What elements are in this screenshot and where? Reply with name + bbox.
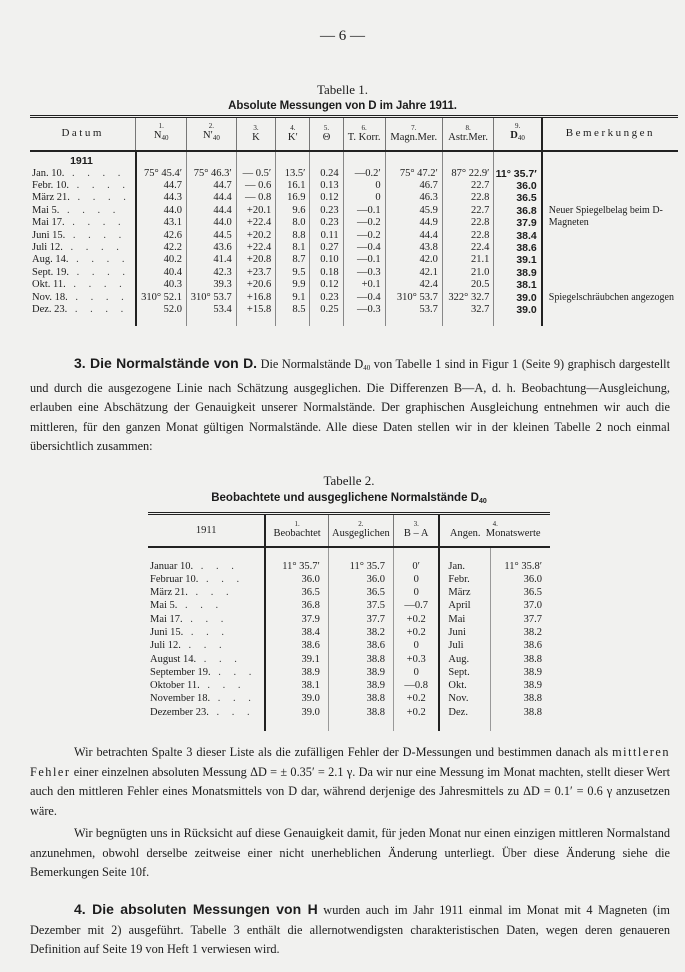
cell-theta: 0.23: [310, 292, 343, 304]
cell-datum: Dezember 23. . . .: [150, 706, 255, 718]
cell-kp: 8.7: [276, 254, 310, 266]
cell-kp: 9.1: [276, 292, 310, 304]
cell-magn: 42.0: [385, 254, 442, 266]
cell-datum: Mai 5. . . . .: [32, 204, 121, 216]
cell-bemerkungen: [542, 267, 678, 279]
cell-month: Okt.: [439, 679, 490, 692]
cell-bemerkungen: Spiegelschräubchen angezogen: [542, 292, 678, 317]
cell-kp: 9.5: [276, 267, 310, 279]
cell-astr: 32.7: [442, 304, 494, 316]
cell-bemerkungen: [542, 254, 678, 266]
cell-datum: Mai 17. . . . .: [32, 217, 126, 229]
table2-row: [148, 599, 550, 612]
cell-k: +15.8: [236, 304, 275, 316]
cell-astr: 22.7: [442, 180, 494, 192]
cell-ausg: 11° 35.7: [328, 560, 393, 573]
cell-n40p: 44.4: [187, 205, 237, 217]
cell-datum: Okt. 11. . . . .: [32, 279, 127, 291]
cell-d40: 36.0: [494, 180, 542, 192]
cell-datum: Febr. 10. . . . .: [32, 179, 131, 191]
cell-n40: 40.3: [136, 279, 187, 291]
cell-k: +23.7: [236, 267, 275, 279]
cell-n40p: 43.6: [187, 242, 237, 254]
cell-astr: 22.8: [442, 230, 494, 242]
cell-month: Juni: [439, 626, 490, 639]
cell-datum: Juli 12. . . . .: [32, 241, 124, 253]
cell-kp: 8.0: [276, 217, 310, 229]
cell-kp: 9.9: [276, 279, 310, 291]
cell-ausg: 38.9: [328, 679, 393, 692]
cell-value: 11° 35.8′: [490, 560, 550, 573]
cell-beob: 38.9: [265, 666, 328, 679]
table2-row: [148, 613, 550, 626]
cell-ba: +0.3: [393, 653, 439, 666]
cell-month: März: [439, 586, 490, 599]
cell-ba: 0: [393, 639, 439, 652]
cell-theta: 0.12: [310, 279, 343, 291]
cell-value: 36.0: [490, 573, 550, 586]
cell-d40: 39.1: [494, 254, 542, 266]
cell-ausg: 38.8: [328, 653, 393, 666]
cell-tkorr: +0.1: [343, 279, 385, 291]
col-ausgeglichen: 2. Ausgeglichen: [328, 514, 393, 547]
cell-tkorr: 0: [343, 180, 385, 192]
table1-row: [30, 168, 678, 180]
cell-month: Nov.: [439, 692, 490, 705]
cell-k: — 0.8: [236, 192, 275, 204]
cell-ba: +0.2: [393, 706, 439, 719]
col-astr-mer: 8. Astr.Mer.: [442, 117, 494, 151]
table1-row: [30, 292, 678, 304]
cell-datum: Aug. 14. . . . .: [32, 254, 130, 266]
cell-n40: 44.7: [136, 180, 187, 192]
cell-ausg: 36.0: [328, 573, 393, 586]
cell-d40: 39.0: [494, 292, 542, 304]
cell-d40: 38.6: [494, 242, 542, 254]
cell-ba: +0.2: [393, 613, 439, 626]
cell-n40: 40.4: [136, 267, 187, 279]
cell-value: 38.8: [490, 692, 550, 705]
cell-ba: +0.2: [393, 626, 439, 639]
cell-ba: 0′: [393, 560, 439, 573]
cell-k: +20.8: [236, 254, 275, 266]
cell-n40: 40.2: [136, 254, 187, 266]
cell-bemerkungen: [542, 279, 678, 291]
table1-row: [30, 267, 678, 279]
cell-theta: 0.11: [310, 230, 343, 242]
cell-ausg: 38.8: [328, 692, 393, 705]
cell-month: Febr.: [439, 573, 490, 586]
cell-datum: Februar 10. . . .: [150, 573, 245, 585]
cell-ausg: 38.2: [328, 626, 393, 639]
cell-magn: 43.8: [385, 242, 442, 254]
cell-theta: 0.12: [310, 192, 343, 204]
cell-tkorr: —0.4: [343, 292, 385, 304]
cell-beob: 39.0: [265, 692, 328, 705]
cell-k: +20.1: [236, 205, 275, 217]
cell-astr: 87° 22.9′: [442, 168, 494, 180]
table2-row: [148, 666, 550, 679]
cell-datum: Juli 12. . . .: [150, 640, 227, 652]
cell-magn: 42.4: [385, 279, 442, 291]
col-k-prime: 4. K′: [276, 117, 310, 151]
cell-datum: Dez. 23. . . . .: [32, 303, 129, 315]
cell-astr: 20.5: [442, 279, 494, 291]
cell-n40p: 310° 53.7: [187, 292, 237, 304]
col-bemerkungen: Bemerkungen: [542, 117, 678, 151]
cell-value: 38.6: [490, 639, 550, 652]
col-magn-mer: 7. Magn.Mer.: [385, 117, 442, 151]
cell-theta: 0.24: [310, 168, 343, 180]
cell-value: 38.8: [490, 706, 550, 719]
cell-n40p: 44.0: [187, 217, 237, 229]
cell-tkorr: —0.4: [343, 242, 385, 254]
col-monatswerte: 4. Angen. Monatswerte: [439, 514, 550, 547]
cell-beob: 38.6: [265, 639, 328, 652]
cell-value: 36.5: [490, 586, 550, 599]
cell-beob: 37.9: [265, 613, 328, 626]
page-number: — 6 —: [320, 28, 365, 44]
table2: [148, 512, 550, 731]
cell-month: Juli: [439, 639, 490, 652]
cell-datum: Oktober 11. . . .: [150, 680, 246, 692]
table1-row: [30, 242, 678, 254]
table1-row: [30, 254, 678, 266]
table2-title: Beobachtete und ausgeglichene Normalstände $D_{40}$: [211, 492, 487, 505]
cell-tkorr: —0.1: [343, 254, 385, 266]
table2-row: [148, 679, 550, 692]
cell-n40: 310° 52.1: [136, 292, 187, 304]
cell-ba: —0.7: [393, 599, 439, 612]
cell-beob: 38.1: [265, 679, 328, 692]
cell-n40p: 44.5: [187, 230, 237, 242]
cell-theta: 0.10: [310, 254, 343, 266]
table2-row: [148, 573, 550, 586]
table2-row: [148, 653, 550, 666]
cell-n40p: 42.3: [187, 267, 237, 279]
cell-n40: 44.0: [136, 205, 187, 217]
table2-row: [148, 706, 550, 719]
cell-magn: 75° 47.2′: [385, 168, 442, 180]
cell-beob: 36.5: [265, 586, 328, 599]
cell-n40p: 41.4: [187, 254, 237, 266]
cell-astr: 322° 32.7: [442, 292, 494, 304]
table1-row: [30, 180, 678, 192]
table1-header-row: [30, 117, 678, 151]
cell-d40: 36.5: [494, 192, 542, 204]
cell-n40p: 44.4: [187, 192, 237, 204]
cell-theta: 0.23: [310, 217, 343, 229]
col-tkorr: 6. T. Korr.: [343, 117, 385, 151]
cell-astr: 22.8: [442, 192, 494, 204]
cell-ausg: 38.8: [328, 706, 393, 719]
cell-theta: 0.18: [310, 267, 343, 279]
cell-ausg: 38.9: [328, 666, 393, 679]
cell-month: Sept.: [439, 666, 490, 679]
cell-tkorr: —0.2: [343, 217, 385, 229]
cell-bemerkungen: Neuer Spiegelbelag beim D-Magneten: [542, 205, 678, 230]
cell-n40p: 44.7: [187, 180, 237, 192]
cell-theta: 0.23: [310, 205, 343, 217]
cell-kp: 8.1: [276, 242, 310, 254]
cell-k: +22.4: [236, 242, 275, 254]
table1-row: [30, 230, 678, 242]
cell-beob: 36.0: [265, 573, 328, 586]
table2-row: [148, 692, 550, 705]
cell-n40: 52.0: [136, 304, 187, 316]
cell-magn: 42.1: [385, 267, 442, 279]
table2-header-row: [148, 514, 550, 547]
table1-caption: Tabelle 1.: [316, 82, 369, 97]
cell-kp: 16.9: [276, 192, 310, 204]
cell-datum: März 21. . . .: [150, 587, 234, 599]
cell-tkorr: —0.1: [343, 205, 385, 217]
cell-beob: 36.8: [265, 599, 328, 612]
cell-ba: +0.2: [393, 692, 439, 705]
cell-n40: 42.6: [136, 230, 187, 242]
cell-datum: Sept. 19. . . . .: [32, 266, 131, 278]
table1-row: [30, 205, 678, 217]
cell-d40: 11° 35.7′: [494, 168, 542, 180]
table1-row: [30, 279, 678, 291]
col-k: 3. K: [236, 117, 275, 151]
col-n40-prime: 2. $N'_{40}$: [187, 117, 237, 151]
cell-d40: 38.4: [494, 230, 542, 242]
cell-value: 37.7: [490, 613, 550, 626]
cell-ba: 0: [393, 586, 439, 599]
year-row: [30, 151, 678, 168]
cell-magn: 44.4: [385, 230, 442, 242]
cell-value: 38.9: [490, 666, 550, 679]
cell-n40p: 53.4: [187, 304, 237, 316]
section4-heading: 4. Die absoluten Messungen von H: [74, 901, 318, 917]
table2-row: [148, 560, 550, 573]
cell-datum: Jan. 10. . . . .: [32, 167, 126, 179]
cell-ba: —0.8: [393, 679, 439, 692]
table2-caption: Tabelle 2.: [323, 473, 375, 488]
cell-d40: 38.9: [494, 267, 542, 279]
cell-ausg: 38.6: [328, 639, 393, 652]
cell-datum: September 19. . . .: [150, 666, 257, 678]
cell-datum: August 14. . . .: [150, 653, 242, 665]
cell-value: 38.2: [490, 626, 550, 639]
cell-magn: 45.9: [385, 205, 442, 217]
cell-value: 37.0: [490, 599, 550, 612]
cell-astr: 21.0: [442, 267, 494, 279]
col-theta: 5. Θ: [310, 117, 343, 151]
cell-ba: 0: [393, 573, 439, 586]
cell-n40: 43.1: [136, 217, 187, 229]
col-datum: Datum: [30, 117, 136, 151]
cell-d40: 36.8: [494, 205, 542, 217]
cell-tkorr: —0.3: [343, 304, 385, 316]
cell-value: 38.8: [490, 653, 550, 666]
cell-kp: 13.5′: [276, 168, 310, 180]
cell-theta: 0.25: [310, 304, 343, 316]
cell-datum: Mai 17. . . .: [150, 613, 229, 625]
cell-tkorr: 0: [343, 192, 385, 204]
cell-astr: 22.4: [442, 242, 494, 254]
section3-heading: 3. Die Normalstände von D.: [74, 355, 258, 371]
table1: [30, 115, 678, 326]
cell-theta: 0.13: [310, 180, 343, 192]
cell-ba: 0: [393, 666, 439, 679]
cell-datum: März 21. . . . .: [32, 192, 131, 204]
cell-bemerkungen: [542, 192, 678, 204]
cell-k: +20.2: [236, 230, 275, 242]
cell-magn: 46.3: [385, 192, 442, 204]
cell-month: Aug.: [439, 653, 490, 666]
cell-beob: 11° 35.7′: [265, 560, 328, 573]
cell-ausg: 37.5: [328, 599, 393, 612]
error-paragraph: Wir betrachten Spalte 3 dieser Liste als die zufälligen Fehler der D-Messungen und bestimmen danach als mittleren Fehler einer einzelnen absoluten Messung ΔD = ± 0.35′ = 2.1 γ. Da wir nur eine Messung im Monat machten, stellt dieser Wert auch den mittleren Fehler eines Monatsmittels von D dar, während derjenige des Jahresmittels zu ΔD = 0.1′ = 0.6 γ anzusetzen wäre.: [30, 745, 670, 818]
cell-tkorr: —0.2: [343, 230, 385, 242]
cell-datum: Januar 10. . . .: [150, 560, 239, 572]
cell-k: +22.4: [236, 217, 275, 229]
cell-magn: 44.9: [385, 217, 442, 229]
cell-bemerkungen: [542, 242, 678, 254]
table2-row: [148, 626, 550, 639]
cell-month: Jan.: [439, 560, 490, 573]
cell-datum: Juni 15. . . .: [150, 626, 230, 638]
cell-beob: 39.0: [265, 706, 328, 719]
cell-month: Dez.: [439, 706, 490, 719]
cell-datum: Juni 15. . . . .: [32, 229, 127, 241]
cell-bemerkungen: [542, 180, 678, 192]
section4-paragraph: 4. Die absoluten Messungen von H wurden auch im Jahr 1911 einmal im Monat mit 4 Magneten (im Dezember mit 2) ausgeführt. Tabelle 3 enthält die allernotwendigsten charakteristischen Daten, wegen deren genaueren Definition auf Seite 19 von Heft 1 verwiesen wird.: [30, 901, 670, 956]
table1-row: [30, 192, 678, 204]
col-1911: 1911: [148, 514, 265, 547]
cell-tkorr: —0.3: [343, 267, 385, 279]
cell-datum: November 18. . . .: [150, 693, 256, 705]
cell-astr: 22.8: [442, 217, 494, 229]
cell-d40: 39.0: [494, 304, 542, 316]
cell-bemerkungen: [542, 168, 678, 180]
cell-beob: 38.4: [265, 626, 328, 639]
cell-astr: 21.1: [442, 254, 494, 266]
col-beobachtet: 1. Beobachtet: [265, 514, 328, 547]
cell-n40: 75° 45.4′: [136, 168, 187, 180]
cell-magn: 310° 53.7: [385, 292, 442, 304]
col-n40: 1. $N_{40}$: [136, 117, 187, 151]
table2-row: [148, 586, 550, 599]
cell-k: +16.8: [236, 292, 275, 304]
cell-month: Mai: [439, 613, 490, 626]
cell-tkorr: —0.2′: [343, 168, 385, 180]
col-b-minus-a: 3. B – A: [393, 514, 439, 547]
cell-kp: 16.1: [276, 180, 310, 192]
cell-ausg: 36.5: [328, 586, 393, 599]
cell-beob: 39.1: [265, 653, 328, 666]
cell-ausg: 37.7: [328, 613, 393, 626]
cell-kp: 9.6: [276, 205, 310, 217]
year-label: 1911: [70, 155, 93, 168]
cell-d40: 37.9: [494, 217, 542, 229]
cell-value: 38.9: [490, 679, 550, 692]
cell-n40p: 39.3: [187, 279, 237, 291]
cell-datum: Nov. 18. . . . .: [32, 291, 129, 303]
normalstand-paragraph: Wir begnügten uns in Rücksicht auf diese Genauigkeit damit, für jeden Monat nur einen einzigen mittleren Normalstand anzunehmen, obwohl derselbe zeitweise einer nicht unerheblichen Änderung unterliegt. Über diese Änderung siehe die Bemerkungen Seite 10f.: [30, 826, 670, 879]
cell-kp: 8.8: [276, 230, 310, 242]
table1-title: Absolute Messungen von D im Jahre 1911.: [228, 100, 457, 112]
cell-kp: 8.5: [276, 304, 310, 316]
cell-magn: 46.7: [385, 180, 442, 192]
col-d40: 9. $D_{40}$: [494, 117, 542, 151]
cell-n40: 44.3: [136, 192, 187, 204]
cell-n40p: 75° 46.3′: [187, 168, 237, 180]
cell-bemerkungen: [542, 230, 678, 242]
cell-k: +20.6: [236, 279, 275, 291]
section3-paragraph: 3. Die Normalstände von D. Die Normalstände $D_{40}$ von Tabelle 1 sind in Figur 1 (Seite 9) graphisch dargestellt und durch die ausgezogene Linie nach Schätzung ausgeglichen. Die Differenzen B—A, d. h. Beobachtung—Ausgleichung, erlauben eine Abschätzung der Genauigkeit unserer Normalstände. Der graphischen Ausgleichung entnehmen wir auch die mittleren, für den ganzen Monat gültigen Normalstände. Alle diese Daten stellen wir in der kleinen Tabelle 2 noch einmal übersichtlich zusammen:: [30, 355, 670, 453]
cell-d40: 38.1: [494, 279, 542, 291]
cell-n40: 42.2: [136, 242, 187, 254]
cell-month: April: [439, 599, 490, 612]
cell-k: — 0.6: [236, 180, 275, 192]
cell-magn: 53.7: [385, 304, 442, 316]
cell-datum: Mai 5. . . .: [150, 600, 224, 612]
cell-theta: 0.27: [310, 242, 343, 254]
cell-k: — 0.5′: [236, 168, 275, 180]
cell-astr: 22.7: [442, 205, 494, 217]
table2-row: [148, 639, 550, 652]
